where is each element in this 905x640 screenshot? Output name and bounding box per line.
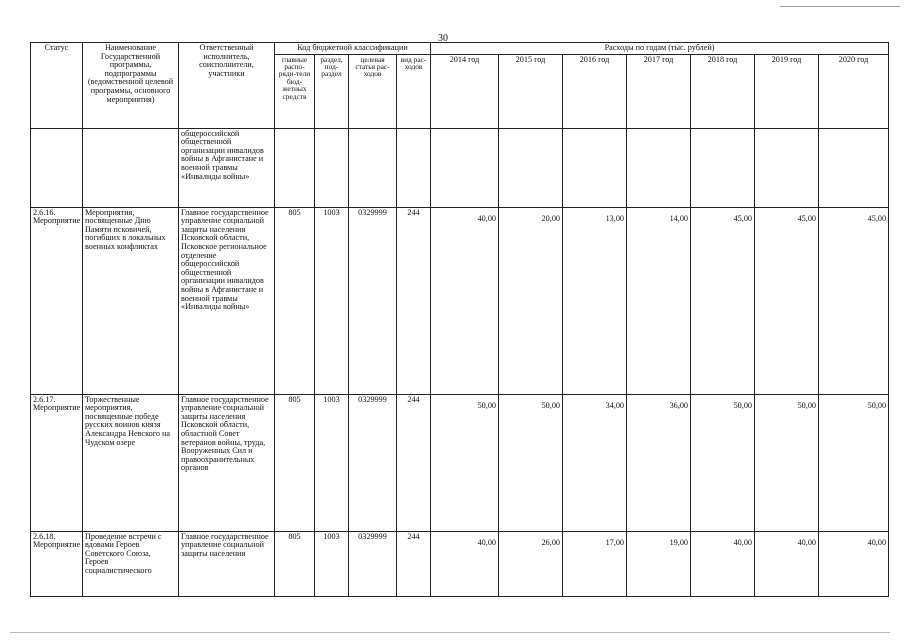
row-value-2014: 40,00 xyxy=(431,207,499,394)
row-value-2014: 50,00 xyxy=(431,394,499,531)
row-value-2015: 26,00 xyxy=(499,531,563,596)
table-row xyxy=(31,394,889,531)
header-name: Наименование Государственной программы, подпрограммы (ведомственной целевой программы, основного мероприятия) xyxy=(83,43,179,129)
header-row-1 xyxy=(31,43,889,55)
row-value-2019 xyxy=(755,128,819,207)
row-value-2015: 20,00 xyxy=(499,207,563,394)
row-section: 1003 xyxy=(315,207,349,394)
row-type: 244 xyxy=(397,531,431,596)
row-responsible: Главное государственное управление социальной защиты населения Псковской области, областной Совет ветеранов войны, труда, Вооруженных Сил и правоохранительных органов xyxy=(179,394,275,531)
row-value-2019: 40,00 xyxy=(755,531,819,596)
row-value-2019: 45,00 xyxy=(755,207,819,394)
header-code-grbs: главные распо-ряди-тели бюд-жетных средств xyxy=(275,54,315,128)
row-value-2018: 45,00 xyxy=(691,207,755,394)
header-responsible: Ответственный исполнитель, соисполнители, участники xyxy=(179,43,275,129)
header-year-2015: 2015 год xyxy=(499,54,563,128)
row-value-2015 xyxy=(499,128,563,207)
header-code-target: целевая статья рас-ходов xyxy=(349,54,397,128)
row-type xyxy=(397,128,431,207)
row-section xyxy=(315,128,349,207)
header-year-2020: 2020 год xyxy=(819,54,889,128)
row-target: 0329999 xyxy=(349,207,397,394)
row-value-2017: 19,00 xyxy=(627,531,691,596)
header-year-2017: 2017 год xyxy=(627,54,691,128)
row-value-2015: 50,00 xyxy=(499,394,563,531)
row-target xyxy=(349,128,397,207)
row-value-2016 xyxy=(563,128,627,207)
row-target: 0329999 xyxy=(349,531,397,596)
row-value-2017 xyxy=(627,128,691,207)
row-value-2014: 40,00 xyxy=(431,531,499,596)
row-value-2014 xyxy=(431,128,499,207)
scan-edge-bottom xyxy=(10,632,890,633)
row-status: 2.6.18. Мероприятие xyxy=(31,531,83,596)
row-status: 2.6.16. Мероприятие xyxy=(31,207,83,394)
header-budget-code: Код бюджетной классификации xyxy=(275,43,431,55)
row-grbs: 805 xyxy=(275,531,315,596)
row-value-2020: 45,00 xyxy=(819,207,889,394)
row-value-2018: 50,00 xyxy=(691,394,755,531)
row-status xyxy=(31,128,83,207)
page-number: 30 xyxy=(438,33,448,44)
row-name: Торжественные мероприятия, посвященные победе русских воинов князя Александра Невского на Чудском озере xyxy=(83,394,179,531)
row-type: 244 xyxy=(397,207,431,394)
row-value-2016: 17,00 xyxy=(563,531,627,596)
row-value-2016: 13,00 xyxy=(563,207,627,394)
row-responsible: общероссийской общественной организации инвалидов войны в Афганистане и военной травмы «Инвалиды войны» xyxy=(179,128,275,207)
row-section: 1003 xyxy=(315,531,349,596)
header-expenses: Расходы по годам (тыс. рублей) xyxy=(431,43,889,55)
row-grbs: 805 xyxy=(275,207,315,394)
row-section: 1003 xyxy=(315,394,349,531)
header-year-2016: 2016 год xyxy=(563,54,627,128)
row-name: Проведение встречи с вдовами Героев Советского Союза, Героев социалистического xyxy=(83,531,179,596)
header-code-section: раздел, под-раздел xyxy=(315,54,349,128)
row-name: Мероприятия, посвященные Дню Памяти псковичей, погибших в локальных военных конфликтах xyxy=(83,207,179,394)
row-responsible: Главное государственное управление социальной защиты населения xyxy=(179,531,275,596)
budget-table xyxy=(30,42,889,597)
header-status: Статус xyxy=(31,43,83,129)
row-value-2016: 34,00 xyxy=(563,394,627,531)
row-responsible: Главное государственное управление социальной защиты населения Псковской области, Псковское региональное отделение общероссийской общественной организации инвалидов войны в Афганистане и военной травмы «Инвалиды войны» xyxy=(179,207,275,394)
row-value-2020 xyxy=(819,128,889,207)
row-target: 0329999 xyxy=(349,394,397,531)
row-value-2019: 50,00 xyxy=(755,394,819,531)
row-value-2018 xyxy=(691,128,755,207)
header-year-2019: 2019 год xyxy=(755,54,819,128)
row-value-2020: 40,00 xyxy=(819,531,889,596)
row-grbs: 805 xyxy=(275,394,315,531)
row-status: 2.6.17. Мероприятие xyxy=(31,394,83,531)
row-value-2020: 50,00 xyxy=(819,394,889,531)
scan-edge-top xyxy=(780,6,900,7)
header-year-2018: 2018 год xyxy=(691,54,755,128)
table-row xyxy=(31,207,889,394)
table-row xyxy=(31,128,889,207)
header-year-2014: 2014 год xyxy=(431,54,499,128)
row-value-2018: 40,00 xyxy=(691,531,755,596)
row-grbs xyxy=(275,128,315,207)
row-value-2017: 14,00 xyxy=(627,207,691,394)
row-value-2017: 36,00 xyxy=(627,394,691,531)
row-type: 244 xyxy=(397,394,431,531)
row-name xyxy=(83,128,179,207)
table-row xyxy=(31,531,889,596)
header-code-type: вид рас-ходов xyxy=(397,54,431,128)
